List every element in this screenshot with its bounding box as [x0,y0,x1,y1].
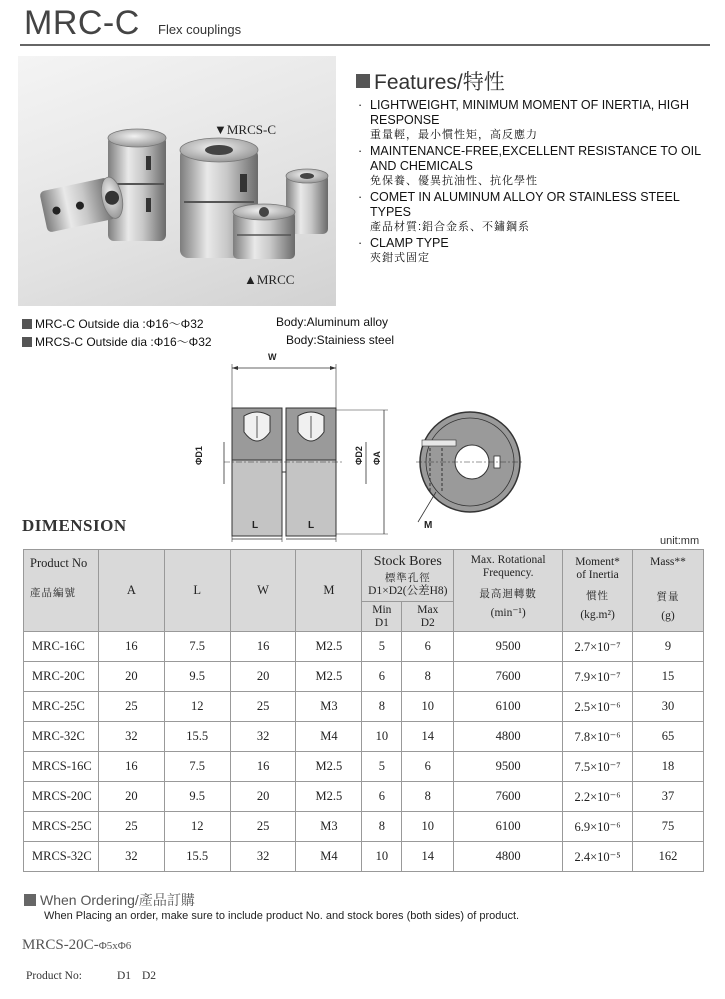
cell-mass: 15 [633,662,704,692]
material-model: MRC-C Outside dia :Φ16～Φ32 [35,317,204,331]
cell-moment: 6.9×10⁻⁶ [563,812,633,842]
cell-moment: 2.4×10⁻⁵ [563,842,633,872]
dim-label-l2: L [308,520,315,531]
table-row [24,632,704,662]
cell-m: M2.5 [296,782,362,812]
cell-a: 20 [98,662,164,692]
cell-rpm: 7600 [454,782,563,812]
feature-zh: 夾鉗式固定 [370,252,430,264]
features-heading-text: Features/特性 [374,71,505,94]
cell-m: M3 [296,812,362,842]
cell-moment: 7.9×10⁻⁷ [563,662,633,692]
square-bullet-icon [22,337,32,347]
col-w: W [230,550,296,632]
col-a: A [98,550,164,632]
ordering-example [22,937,131,954]
feature-item [358,236,708,266]
material-model: MRCS-C Outside dia :Φ16～Φ32 [35,335,212,349]
cell-d1: 8 [362,692,402,722]
cell-l: 15.5 [164,722,230,752]
cell-a: 20 [98,782,164,812]
dim-label-d2: ΦD2 [354,446,364,465]
dim-label-a: ΦA [372,451,382,465]
col-max-d2 [402,602,454,632]
cell-w: 16 [230,632,296,662]
cell-product-no: MRCS-20C [24,782,99,812]
ordering-d1-label: D1 [117,970,132,982]
cell-d2: 8 [402,662,454,692]
cell-w: 16 [230,752,296,782]
cell-rpm: 6100 [454,692,563,722]
bullet-dot-icon: · [358,190,363,204]
col-stock-bores-sub: D1×D2(公差H8) [368,584,448,597]
ordering-d2-label: D2 [142,970,157,982]
cell-product-no: MRCS-25C [24,812,99,842]
cell-w: 20 [230,782,296,812]
col-min-d1 [362,602,402,632]
features-heading [356,66,505,96]
dim-label-l1: L [252,520,259,531]
cell-product-no: MRCS-16C [24,752,99,782]
col-mass-label: Mass** [650,556,686,568]
cell-m: M2.5 [296,662,362,692]
col-min-label: Min [372,603,392,616]
feature-en: COMET IN ALUMINUM ALLOY OR STAINLESS STEEL TYPES [370,190,680,219]
col-rotation [454,550,563,632]
cell-moment: 2.2×10⁻⁶ [563,782,633,812]
cell-mass: 18 [633,752,704,782]
table-row [24,722,704,752]
bullet-dot-icon: · [358,98,363,112]
feature-zh: 重量輕，最小慣性矩，高反應力 [370,129,538,141]
ordering-product-label: Product No: [26,970,82,982]
ordering-instructions: When Placing an order, make sure to include product No. and stock bores (both sides) of product. [44,910,520,922]
cell-rpm: 9500 [454,632,563,662]
material-body-mrcs: Body:Stainiess steel [286,333,395,347]
cell-d1: 10 [362,842,402,872]
material-line-mrc [22,315,204,332]
cell-moment: 7.8×10⁻⁶ [563,722,633,752]
label-mrcc: ▲MRCC [244,272,295,287]
cell-mass: 65 [633,722,704,752]
cell-d2: 10 [402,812,454,842]
material-body-mrc: Body:Aluminum alloy [276,315,389,329]
material-line-mrcs [22,333,212,350]
cell-w: 25 [230,812,296,842]
cell-d2: 14 [402,722,454,752]
ordering-example-code: MRCS-20C- [22,937,99,953]
ordering-heading [24,890,195,910]
cell-moment: 2.7×10⁻⁷ [563,632,633,662]
col-max-d-label: D2 [420,616,435,629]
cell-m: M2.5 [296,632,362,662]
cell-d2: 14 [402,842,454,872]
col-moment-label-2: of Inertia [576,569,619,581]
col-stock-bores [362,550,454,602]
col-max-label: Max [417,603,439,616]
cell-product-no: MRC-32C [24,722,99,752]
feature-en: LIGHTWEIGHT, MINIMUM MOMENT OF INERTIA, HIGH RESPONSE [370,98,689,127]
col-rotation-unit: (min⁻¹) [490,607,526,619]
col-stock-bores-label: Stock Bores [373,553,442,569]
coupling-illustration [18,56,336,306]
product-photo [18,56,336,306]
cell-d1: 6 [362,782,402,812]
ordering-example-spec: Φ5xΦ6 [98,940,132,952]
col-rotation-label-1: Max. Rotational [470,554,546,566]
table-row [24,782,704,812]
bullet-dot-icon: · [358,144,363,158]
cell-a: 32 [98,842,164,872]
col-product-no [24,550,99,632]
cell-mass: 30 [633,692,704,722]
feature-en: MAINTENANCE-FREE,EXCELLENT RESISTANCE TO OIL AND CHEMICALS [370,144,701,173]
cell-a: 25 [98,692,164,722]
cell-rpm: 4800 [454,722,563,752]
cell-w: 32 [230,722,296,752]
title-divider [20,44,710,46]
cell-l: 9.5 [164,782,230,812]
cell-w: 32 [230,842,296,872]
col-min-d-label: D1 [374,616,389,629]
col-m: M [296,550,362,632]
features-list [358,98,708,267]
cell-d1: 10 [362,722,402,752]
table-header-row [24,550,704,602]
feature-en: CLAMP TYPE [370,236,449,250]
cell-l: 15.5 [164,842,230,872]
cell-mass: 9 [633,632,704,662]
feature-item [358,144,708,189]
unit-label: unit:mm [660,535,700,547]
cell-d1: 5 [362,632,402,662]
bullet-dot-icon: · [358,236,363,250]
cell-d1: 8 [362,812,402,842]
cell-l: 12 [164,692,230,722]
cell-a: 16 [98,632,164,662]
dim-label-w: W [268,352,277,362]
col-l: L [164,550,230,632]
cell-a: 16 [98,752,164,782]
cell-d2: 8 [402,782,454,812]
cell-d2: 6 [402,632,454,662]
cell-a: 25 [98,812,164,842]
cell-l: 7.5 [164,632,230,662]
cell-l: 12 [164,812,230,842]
col-mass [633,550,704,632]
feature-zh: 免保養、優異抗油性、抗化學性 [370,175,538,187]
col-moment [563,550,633,632]
col-moment-zh: 慣性 [586,591,610,602]
ordering-heading-text: When Ordering/產品訂購 [40,892,195,908]
cell-a: 32 [98,722,164,752]
table-row [24,692,704,722]
cell-d2: 6 [402,752,454,782]
col-rotation-zh: 最高迴轉數 [479,589,537,600]
square-bullet-icon [22,319,32,329]
cell-product-no: MRC-16C [24,632,99,662]
table-row [24,842,704,872]
page-title: MRC-C [24,4,140,42]
cell-w: 20 [230,662,296,692]
square-bullet-icon [24,894,36,906]
dim-label-d1: ΦD1 [194,446,204,465]
col-mass-zh: 質量 [656,592,680,603]
feature-item [358,190,708,235]
cell-m: M2.5 [296,752,362,782]
cell-moment: 7.5×10⁻⁷ [563,752,633,782]
dim-label-m: M [424,520,433,531]
cell-m: M3 [296,692,362,722]
col-mass-unit: (g) [661,610,675,622]
cell-m: M4 [296,842,362,872]
feature-item [358,98,708,143]
table-row [24,752,704,782]
cell-d1: 5 [362,752,402,782]
cell-rpm: 9500 [454,752,563,782]
col-stock-bores-zh: 標準孔徑 [384,572,431,584]
cell-mass: 162 [633,842,704,872]
cell-rpm: 6100 [454,812,563,842]
cell-product-no: MRC-25C [24,692,99,722]
cell-product-no: MRC-20C [24,662,99,692]
cell-d1: 6 [362,662,402,692]
spec-table [23,549,704,872]
col-moment-label-1: Moment* [575,556,620,568]
cell-product-no: MRCS-32C [24,842,99,872]
cell-d2: 10 [402,692,454,722]
dimension-title: DIMENSION [22,516,127,535]
cell-rpm: 7600 [454,662,563,692]
square-bullet-icon [356,74,370,88]
col-product-no-label: Product No [30,556,88,570]
col-product-no-zh: 產品編號 [30,588,76,599]
cell-l: 7.5 [164,752,230,782]
cell-m: M4 [296,722,362,752]
cell-mass: 37 [633,782,704,812]
table-row [24,812,704,842]
page-subtitle: Flex couplings [158,22,242,37]
feature-zh: 產品材質:鋁合金系、不鏽鋼系 [370,221,531,233]
label-mrcs-c: ▼MRCS-C [214,122,276,137]
cell-moment: 2.5×10⁻⁶ [563,692,633,722]
table-row [24,662,704,692]
cell-mass: 75 [633,812,704,842]
cell-rpm: 4800 [454,842,563,872]
col-moment-unit: (kg.m²) [580,609,615,621]
col-rotation-label-2: Frequency. [482,567,534,579]
cell-l: 9.5 [164,662,230,692]
cell-w: 25 [230,692,296,722]
